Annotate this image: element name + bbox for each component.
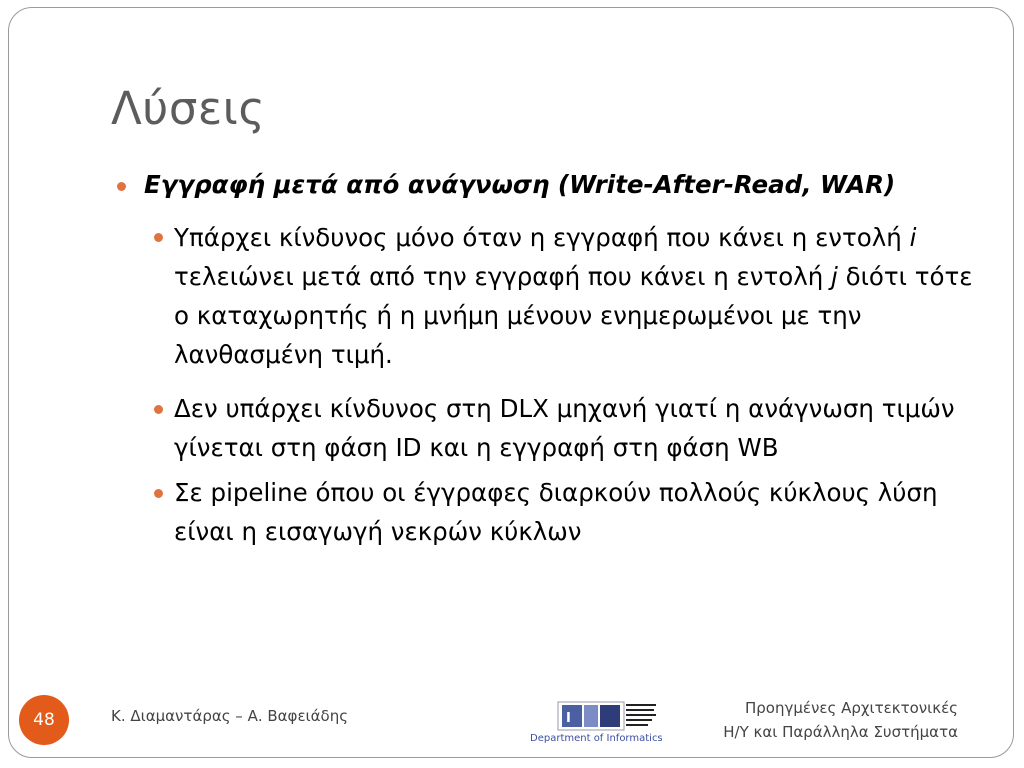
bullet-text: Σε pipeline όπου οι έγγραφες διαρκούν πολλούς κύκλους λύση είναι η εισαγωγή νεκρών κύκλων <box>174 478 938 546</box>
logo-caption: Department of Informatics <box>530 733 663 744</box>
bullet-marker <box>154 233 163 242</box>
footer-course <box>723 696 958 744</box>
course-line-2: Η/Υ και Παράλληλα Συστήματα <box>723 723 958 741</box>
svg-text:I: I <box>566 711 571 726</box>
bullet-marker <box>154 489 163 498</box>
heading-bullet: Εγγραφή μετά από ανάγνωση (Write-After-Read, WAR) <box>144 170 896 199</box>
bullet-marker <box>154 405 163 414</box>
bullet-text: Δεν υπάρχει κίνδυνος στη DLX μηχανή γιατί η ανάγνωση τιμών γίνεται στη φάση ID και η εγγραφή στη φάση WB <box>174 394 955 462</box>
department-logo <box>526 696 678 746</box>
footer-authors: Κ. Διαμαντάρας – Α. Βαφειάδης <box>111 707 349 725</box>
slide-title: Λύσεις <box>111 82 266 135</box>
course-line-1: Προηγμένες Αρχιτεκτονικές <box>745 699 958 717</box>
bullet-text: Υπάρχει κίνδυνος μόνο όταν η εγγραφή που κάνει η εντολή i τελειώνει μετά από την εγγραφή που κάνει η εντολή j διότι τότε ο καταχωρητής ή η μνήμη μένουν ενημερωμένοι με την λανθασμένη τιμή. <box>174 223 973 369</box>
bullet-marker <box>117 182 126 191</box>
page-number-badge: 48 <box>19 695 69 745</box>
